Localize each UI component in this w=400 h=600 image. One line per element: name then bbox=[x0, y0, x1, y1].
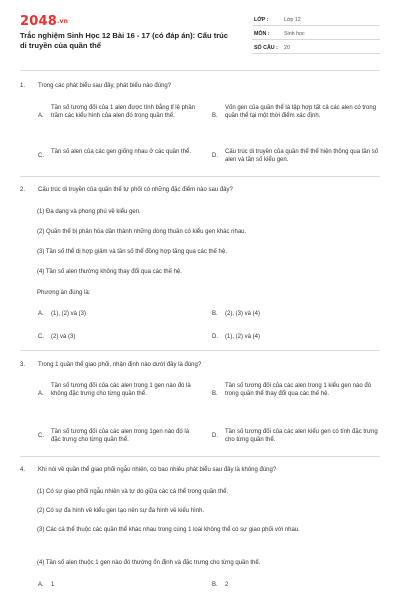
question-number: 1. bbox=[20, 83, 26, 89]
option-text: Tần số tương đối của các alen kiểu gen có tính đặc trưng cho từng quần thể. bbox=[225, 429, 378, 444]
option-letter: B. bbox=[212, 391, 218, 397]
option-letter: B. bbox=[212, 113, 218, 119]
question-number: 4. bbox=[20, 467, 26, 473]
statement: (1) Có sự giao phối ngẫu nhiên và tự do giữa các cá thể trong quần thể. bbox=[37, 489, 229, 495]
statement: (2) Có sự đa hình về kiểu gen tạo nên sự đa hình về kiểu hình. bbox=[37, 508, 205, 514]
meta-row-count bbox=[252, 42, 380, 54]
option-letter: A. bbox=[38, 391, 44, 397]
meta-key: LỚP : bbox=[254, 17, 269, 23]
option-text: (1), (2) và (3) bbox=[51, 311, 87, 317]
option-letter: D. bbox=[212, 433, 218, 439]
meta-value: Sinh học bbox=[284, 31, 305, 37]
option-text: 1 bbox=[51, 582, 55, 588]
option-letter: C. bbox=[38, 153, 44, 159]
option-text: Tần số tương đối của các alen trong 1gen nào đó là đặc trưng cho từng quần thể. bbox=[51, 429, 190, 444]
option-letter: A. bbox=[38, 113, 44, 119]
option-letter: B. bbox=[212, 311, 218, 317]
option-text: 2 bbox=[225, 582, 229, 588]
question-text: Trong các phát biểu sau đây, phát biểu nào đúng? bbox=[38, 83, 172, 89]
option-text: Tần số tương đối của các alen trong 1 kiểu gen nào đó trong quần thể thay đổi qua các thế hệ. bbox=[225, 383, 372, 398]
question-divider bbox=[20, 456, 380, 457]
option-letter: B. bbox=[212, 582, 218, 588]
question-number: 3. bbox=[20, 362, 26, 368]
option-letter: D. bbox=[212, 153, 218, 159]
question-divider bbox=[20, 176, 380, 177]
question-text: Trong 1 quần thể giao phối, nhận định nào dưới đây là đúng? bbox=[38, 362, 202, 368]
option-text: Tần số tương đối của 1 alen được tính bằng tỉ lệ phần trăm các kiểu hình của alen đó trong quần thể. bbox=[51, 105, 195, 120]
question-text: Cấu trúc di truyền của quần thể tự phối có những đặc điểm nào sau đây? bbox=[38, 187, 233, 193]
statement: (3) Các cá thể thuộc các quần thể khác nhau trong cùng 1 loài không thể có sự giao phối với nhau. bbox=[37, 527, 300, 533]
meta-value: 20 bbox=[284, 45, 290, 51]
logo-suffix: .vn bbox=[56, 18, 69, 25]
option-letter: A. bbox=[38, 311, 44, 317]
logo-main: 2048 bbox=[20, 14, 57, 29]
option-text: Cấu trúc di truyền của quần thể thể hiện thông qua tần số alen và tần số kiểu gen. bbox=[225, 149, 379, 164]
statement: (3) Tần số thể dị hợp giảm và tần số thể đồng hợp tăng qua các thế hệ. bbox=[37, 249, 227, 255]
header-divider bbox=[20, 70, 380, 71]
option-letter: C. bbox=[38, 334, 44, 340]
meta-key: SỐ CÂU : bbox=[254, 45, 278, 51]
option-text: Vốn gen của quần thể là tập hợp tất cả các alen có trong quần thể tại một thời điểm xác định. bbox=[225, 105, 377, 120]
document-header bbox=[0, 0, 400, 64]
answer-prompt: Phương án đúng là: bbox=[37, 290, 91, 296]
question-divider bbox=[20, 350, 380, 351]
option-text: (1), (2) và (4) bbox=[225, 334, 261, 340]
option-text: Tần số tương đối của các alen trong 1 gen nào đó là không đặc trưng cho từng quần thể. bbox=[51, 383, 191, 398]
option-letter: D. bbox=[212, 334, 218, 340]
statement: (1) Đa dạng và phong phú về kiểu gen. bbox=[37, 209, 141, 215]
option-text: (2), (3) và (4) bbox=[225, 311, 261, 317]
option-letter: A. bbox=[38, 582, 44, 588]
meta-row-subject bbox=[252, 28, 380, 40]
meta-row-class bbox=[252, 14, 380, 26]
option-text: (2) và (3) bbox=[51, 334, 76, 340]
meta-value: Lớp 12 bbox=[284, 17, 301, 23]
page-title: Trắc nghiệm Sinh Học 12 Bài 16 - 17 (có đáp án): Cấu trúc di truyền của quần thể bbox=[20, 31, 229, 50]
option-text: Tần số alen của các gen giống nhau ở các quần thể. bbox=[51, 149, 192, 155]
statement: (2) Quần thể bị phân hóa dần thành những dòng thuần có kiểu gen khác nhau. bbox=[37, 229, 247, 235]
question-text: Khi nói về quần thể giao phối ngẫu nhiên, có bao nhiêu phát biểu sau đây là không đúng? bbox=[38, 467, 277, 473]
statement: (4) Tần số alen thường không thay đổi qua các thế hệ. bbox=[37, 269, 182, 275]
meta-key: MÔN : bbox=[254, 31, 270, 37]
question-number: 2. bbox=[20, 187, 26, 193]
statement: (4) Tần số alen thuộc 1 gen nào đó thường ổn định và đặc trưng cho từng quần thể. bbox=[37, 560, 261, 566]
site-logo[interactable] bbox=[20, 14, 68, 29]
option-letter: C. bbox=[38, 433, 44, 439]
